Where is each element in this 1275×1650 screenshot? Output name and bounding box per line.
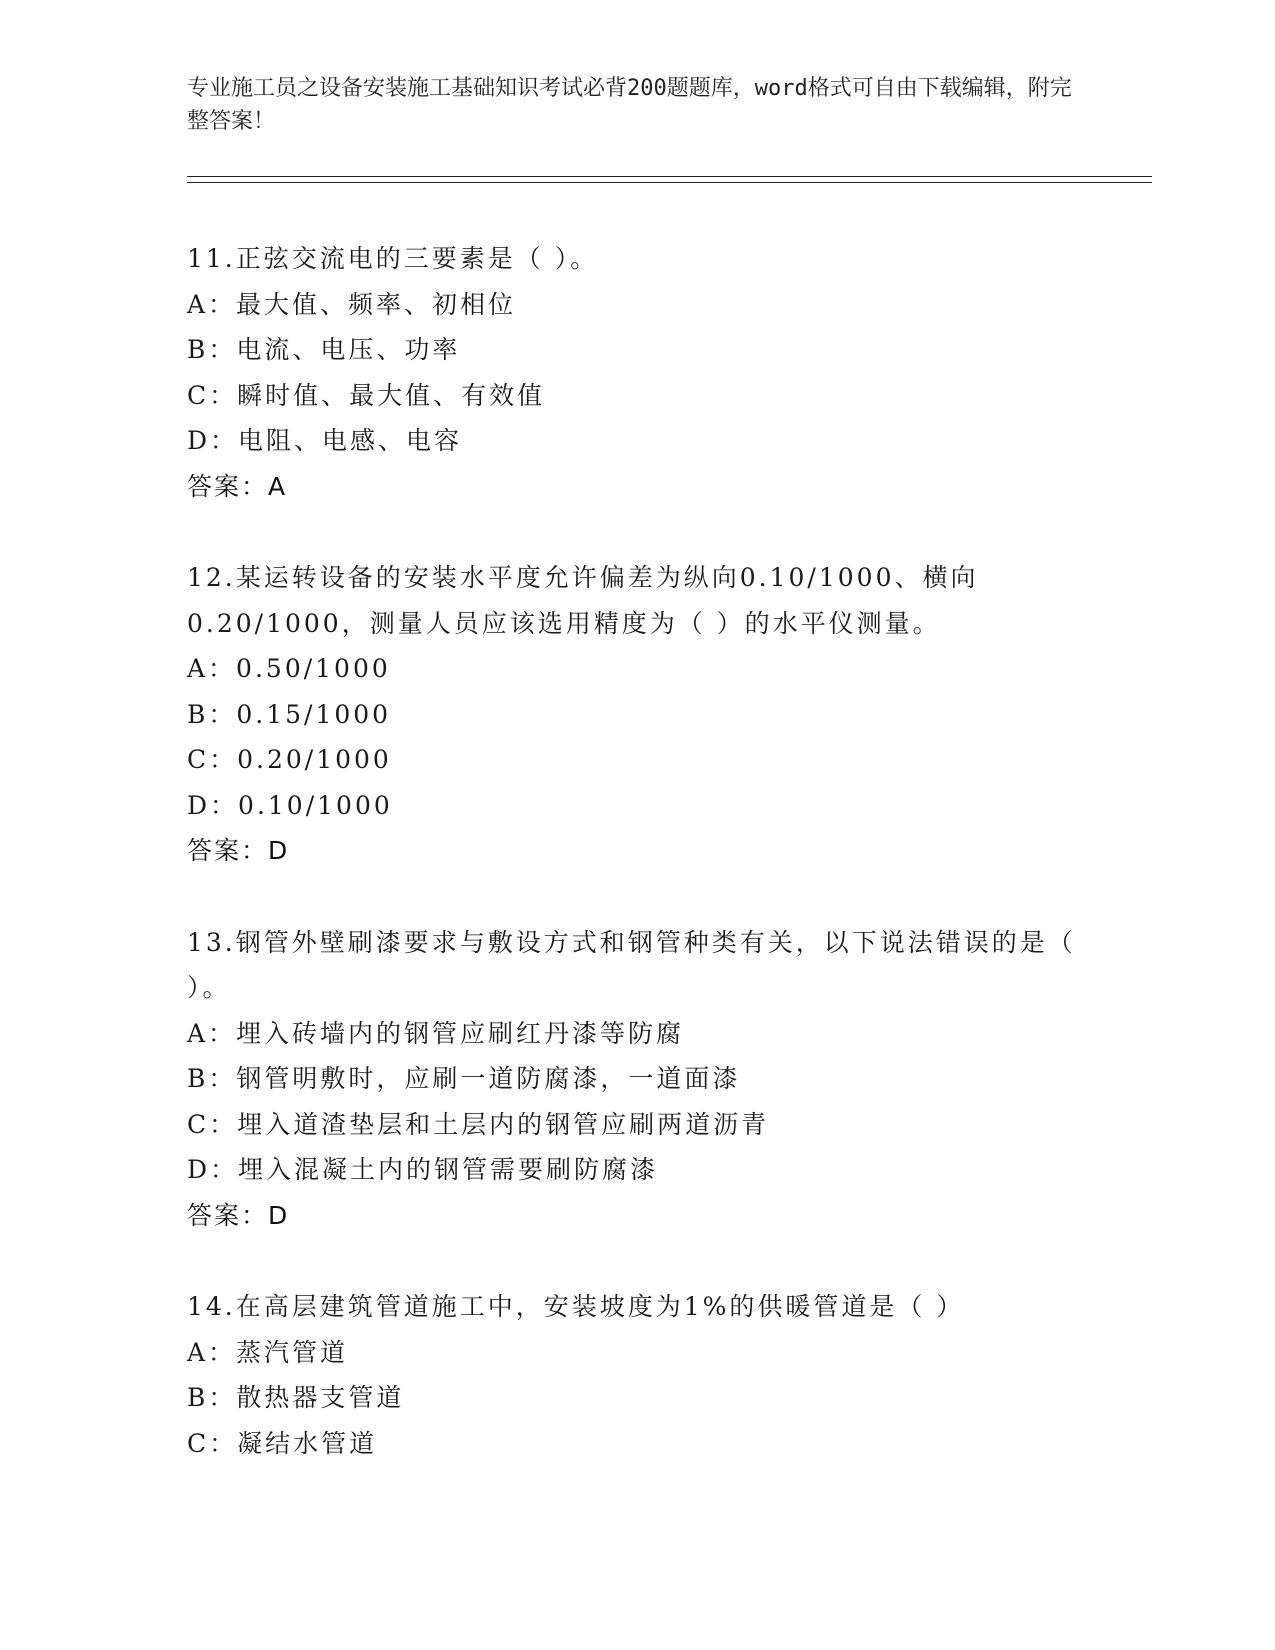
option-a: A：蒸汽管道: [187, 1337, 349, 1367]
answer-line: 答案：D: [187, 836, 290, 865]
question-stem: 11.正弦交流电的三要素是（ ）。: [187, 244, 599, 273]
header-divider: [187, 176, 1152, 183]
option-a: A：0.50/1000: [187, 654, 391, 683]
option-d: D：0.10/1000: [187, 790, 393, 820]
document-header: 专业施工员之设备安装施工基础知识考试必背200题题库，word格式可自由下载编辑，附完整答案！: [187, 76, 1072, 134]
option-c: C：凝结水管道: [187, 1428, 378, 1458]
option-b: B：电流、电压、功率: [187, 335, 461, 364]
question-13: [187, 920, 1087, 1239]
option-c: C：瞬时值、最大值、有效值: [187, 380, 546, 410]
option-d: D：埋入混凝土内的钢管需要刷防腐漆: [187, 1155, 659, 1184]
option-a: A：最大值、频率、初相位: [187, 289, 517, 319]
question-stem: 14.在高层建筑管道施工中，安装坡度为1%的供暖管道是（ ）: [187, 1292, 965, 1321]
option-b: B：0.15/1000: [187, 699, 392, 729]
question-list: [187, 236, 1087, 1512]
option-d: D：电阻、电感、电容: [187, 426, 463, 455]
option-b: B：散热器支管道: [187, 1383, 405, 1412]
question-stem: 12.某运转设备的安装水平度允许偏差为纵向0.10/1000、横向0.20/1000，测量人员应该选用精度为（ ）的水平仪测量。: [187, 563, 979, 638]
question-stem: 13.钢管外壁刷漆要求与敷设方式和钢管种类有关，以下说法错误的是（ ）。: [187, 927, 1087, 1002]
option-b: B：钢管明敷时，应刷一道防腐漆，一道面漆: [187, 1064, 741, 1093]
option-c: C：埋入道渣垫层和土层内的钢管应刷两道沥青: [187, 1109, 770, 1139]
question-11: [187, 236, 1087, 509]
answer-line: 答案：D: [187, 1200, 290, 1230]
question-14: [187, 1284, 1087, 1466]
option-a: A：埋入砖墙内的钢管应刷红丹漆等防腐: [187, 1018, 685, 1048]
answer-line: 答案：A: [187, 471, 288, 501]
option-c: C：0.20/1000: [187, 745, 392, 774]
question-12: [187, 555, 1087, 874]
